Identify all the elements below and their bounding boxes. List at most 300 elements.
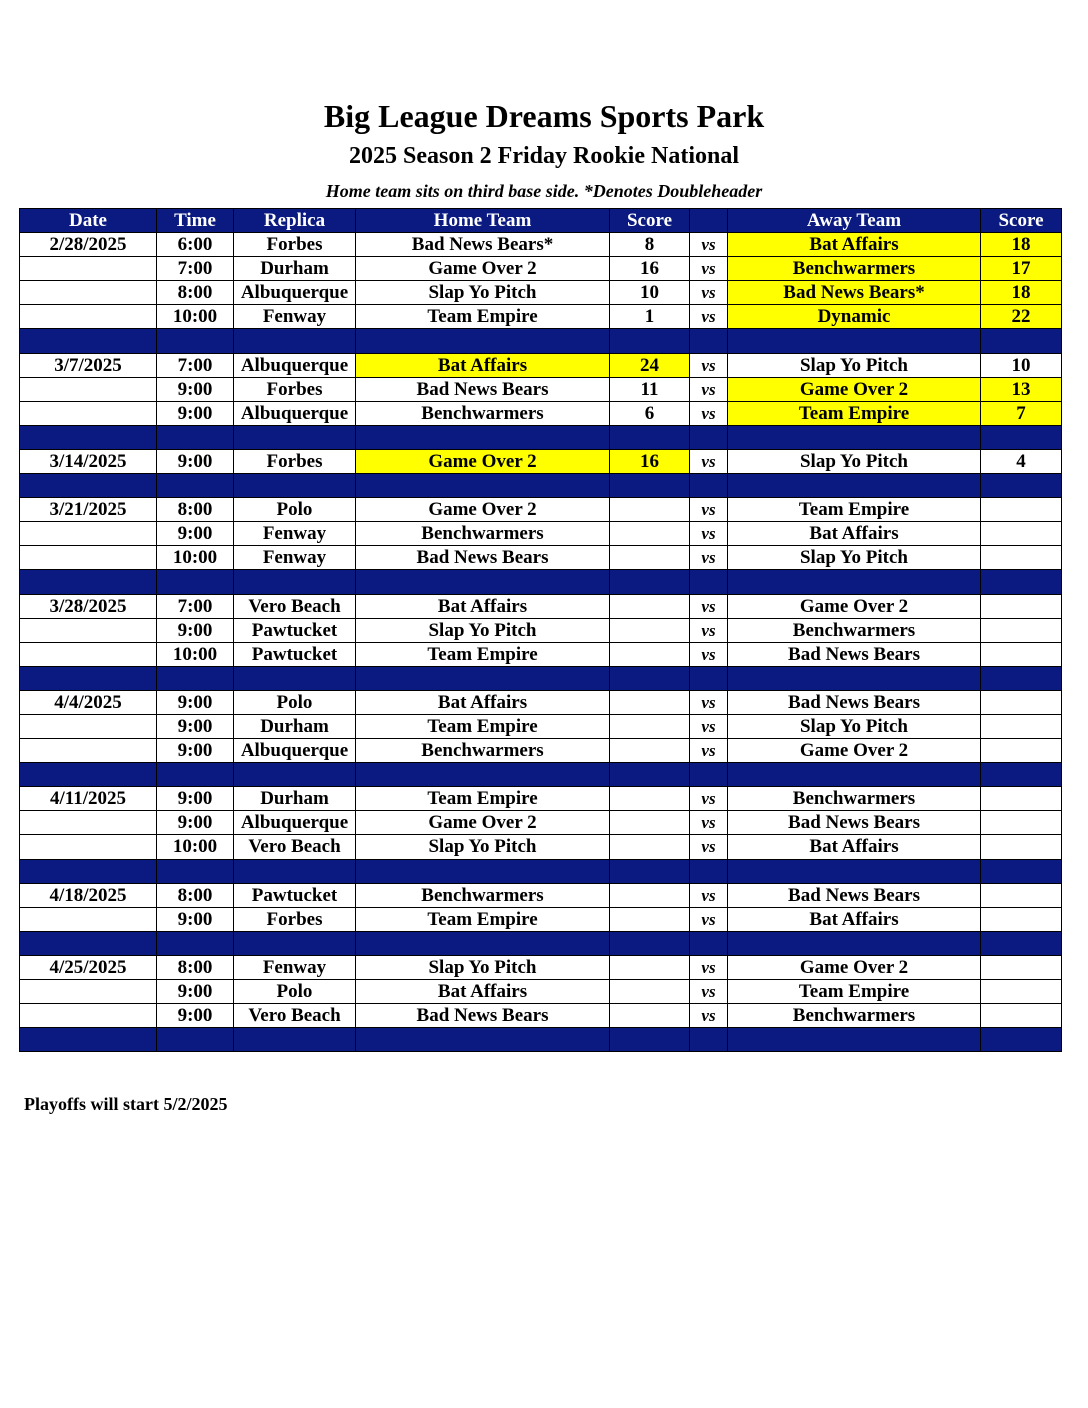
separator-cell [981,474,1062,498]
cell-away-score [981,690,1062,714]
table-row [20,401,1062,425]
cell-time: 9:00 [157,739,234,763]
cell-home-score: 24 [610,353,690,377]
separator-cell [157,666,234,690]
cell-replica: Albuquerque [234,401,356,425]
cell-date [20,522,157,546]
cell-away-score: 17 [981,257,1062,281]
cell-home-score [610,883,690,907]
cell-away-team: Bad News Bears [728,690,981,714]
table-row [20,690,1062,714]
cell-away-team: Benchwarmers [728,787,981,811]
cell-time: 9:00 [157,522,234,546]
separator-cell [728,763,981,787]
table-row [20,787,1062,811]
cell-time: 9:00 [157,690,234,714]
table-row [20,377,1062,401]
cell-away-team: Game Over 2 [728,739,981,763]
cell-away-score [981,1004,1062,1028]
separator-cell [234,931,356,955]
separator-cell [690,763,728,787]
separator-cell [690,570,728,594]
cell-away-team: Slap Yo Pitch [728,714,981,738]
separator-cell [234,1028,356,1052]
separator-cell [981,859,1062,883]
separator-cell [690,666,728,690]
separator-cell [690,931,728,955]
cell-home-score: 10 [610,281,690,305]
cell-home-score [610,835,690,859]
cell-vs: vs [690,353,728,377]
separator-cell [20,570,157,594]
cell-home-score [610,811,690,835]
cell-home-score [610,618,690,642]
cell-home-team: Bad News Bears [356,546,610,570]
cell-time: 10:00 [157,546,234,570]
separator-cell [20,1028,157,1052]
cell-date: 3/7/2025 [20,353,157,377]
separator-cell [981,570,1062,594]
cell-time: 9:00 [157,1004,234,1028]
cell-date [20,980,157,1004]
cell-date [20,642,157,666]
col-header-home-team: Home Team [356,209,610,233]
cell-away-team: Game Over 2 [728,594,981,618]
cell-away-score [981,522,1062,546]
cell-time: 9:00 [157,980,234,1004]
cell-vs: vs [690,498,728,522]
cell-away-team: Team Empire [728,980,981,1004]
cell-away-score: 22 [981,305,1062,329]
separator-row [20,329,1062,353]
cell-time: 9:00 [157,714,234,738]
cell-home-team: Bat Affairs [356,980,610,1004]
table-row [20,883,1062,907]
separator-cell [690,859,728,883]
cell-home-team: Bad News Bears [356,377,610,401]
cell-home-team: Benchwarmers [356,401,610,425]
cell-away-score [981,787,1062,811]
cell-away-team: Bat Affairs [728,522,981,546]
cell-away-team: Dynamic [728,305,981,329]
separator-row [20,570,1062,594]
table-row [20,618,1062,642]
separator-cell [157,474,234,498]
separator-cell [356,859,610,883]
cell-away-score [981,883,1062,907]
cell-time: 7:00 [157,594,234,618]
cell-home-score [610,522,690,546]
cell-away-score [981,642,1062,666]
cell-away-team: Slap Yo Pitch [728,353,981,377]
cell-vs: vs [690,594,728,618]
cell-vs: vs [690,642,728,666]
cell-vs: vs [690,401,728,425]
separator-cell [728,425,981,449]
cell-away-score: 18 [981,281,1062,305]
cell-home-score: 6 [610,401,690,425]
cell-time: 7:00 [157,353,234,377]
separator-cell [157,570,234,594]
cell-vs: vs [690,714,728,738]
cell-date [20,1004,157,1028]
separator-cell [234,570,356,594]
cell-time: 10:00 [157,642,234,666]
cell-away-score: 13 [981,377,1062,401]
separator-row [20,474,1062,498]
cell-home-team: Game Over 2 [356,257,610,281]
separator-cell [690,425,728,449]
cell-away-team: Bat Affairs [728,233,981,257]
playoffs-note: Playoffs will start 5/2/2025 [24,1094,228,1114]
cell-vs: vs [690,835,728,859]
separator-cell [157,763,234,787]
cell-date [20,835,157,859]
cell-home-team: Team Empire [356,642,610,666]
separator-cell [356,329,610,353]
separator-cell [728,666,981,690]
cell-vs: vs [690,305,728,329]
cell-vs: vs [690,883,728,907]
cell-away-team: Benchwarmers [728,257,981,281]
cell-vs: vs [690,377,728,401]
separator-row [20,931,1062,955]
cell-away-score [981,618,1062,642]
cell-date: 4/25/2025 [20,955,157,979]
cell-away-score: 10 [981,353,1062,377]
cell-replica: Albuquerque [234,739,356,763]
cell-vs: vs [690,907,728,931]
cell-away-team: Team Empire [728,401,981,425]
cell-date [20,739,157,763]
table-row [20,257,1062,281]
cell-home-score [610,690,690,714]
cell-time: 8:00 [157,498,234,522]
table-header-row [20,209,1062,233]
separator-cell [157,931,234,955]
cell-replica: Forbes [234,233,356,257]
cell-replica: Vero Beach [234,835,356,859]
separator-cell [610,1028,690,1052]
cell-home-team: Team Empire [356,714,610,738]
separator-cell [20,763,157,787]
separator-cell [356,763,610,787]
cell-away-score [981,739,1062,763]
cell-vs: vs [690,233,728,257]
cell-home-score [610,739,690,763]
cell-replica: Durham [234,714,356,738]
separator-cell [234,763,356,787]
cell-home-score [610,907,690,931]
cell-time: 8:00 [157,281,234,305]
page-title: Big League Dreams Sports Park [323,98,765,134]
cell-home-score: 8 [610,233,690,257]
cell-replica: Forbes [234,907,356,931]
cell-replica: Durham [234,257,356,281]
separator-cell [610,329,690,353]
cell-date [20,305,157,329]
cell-home-team: Bad News Bears [356,1004,610,1028]
cell-home-score [610,498,690,522]
cell-home-score [610,594,690,618]
cell-date [20,401,157,425]
table-row [20,955,1062,979]
cell-away-score: 7 [981,401,1062,425]
table-row [20,449,1062,473]
separator-cell [981,763,1062,787]
cell-replica: Fenway [234,522,356,546]
cell-date [20,546,157,570]
table-row [20,907,1062,931]
col-header-date: Date [20,209,157,233]
cell-replica: Fenway [234,305,356,329]
col-header-home-score: Score [610,209,690,233]
cell-away-team: Game Over 2 [728,955,981,979]
cell-date: 3/28/2025 [20,594,157,618]
separator-cell [610,666,690,690]
cell-home-score [610,1004,690,1028]
separator-cell [356,474,610,498]
cell-home-team: Slap Yo Pitch [356,618,610,642]
separator-cell [610,859,690,883]
cell-home-score [610,642,690,666]
separator-cell [610,570,690,594]
separator-cell [157,859,234,883]
cell-vs: vs [690,739,728,763]
separator-cell [20,666,157,690]
cell-date [20,257,157,281]
cell-vs: vs [690,1004,728,1028]
cell-time: 10:00 [157,305,234,329]
separator-cell [20,474,157,498]
cell-vs: vs [690,955,728,979]
separator-cell [610,474,690,498]
cell-away-team: Benchwarmers [728,1004,981,1028]
cell-home-team: Benchwarmers [356,883,610,907]
separator-cell [610,931,690,955]
separator-cell [981,1028,1062,1052]
separator-cell [981,329,1062,353]
separator-cell [234,666,356,690]
table-row [20,835,1062,859]
cell-replica: Forbes [234,377,356,401]
cell-replica: Vero Beach [234,1004,356,1028]
separator-cell [157,329,234,353]
cell-vs: vs [690,546,728,570]
cell-replica: Durham [234,787,356,811]
cell-away-score [981,980,1062,1004]
table-row [20,546,1062,570]
cell-time: 9:00 [157,907,234,931]
separator-row [20,666,1062,690]
separator-cell [356,425,610,449]
table-row [20,811,1062,835]
separator-row [20,763,1062,787]
separator-cell [234,329,356,353]
cell-time: 9:00 [157,377,234,401]
separator-cell [690,329,728,353]
cell-replica: Polo [234,980,356,1004]
cell-replica: Polo [234,690,356,714]
cell-replica: Pawtucket [234,642,356,666]
cell-home-score: 1 [610,305,690,329]
cell-date: 4/18/2025 [20,883,157,907]
cell-replica: Pawtucket [234,883,356,907]
cell-home-score [610,955,690,979]
separator-cell [234,474,356,498]
cell-vs: vs [690,690,728,714]
cell-away-score: 4 [981,449,1062,473]
separator-cell [728,329,981,353]
cell-replica: Pawtucket [234,618,356,642]
separator-cell [356,1028,610,1052]
cell-date [20,907,157,931]
cell-date: 3/14/2025 [20,449,157,473]
separator-row [20,425,1062,449]
cell-away-team: Team Empire [728,498,981,522]
cell-date [20,714,157,738]
cell-date: 4/11/2025 [20,787,157,811]
table-row [20,498,1062,522]
cell-date: 4/4/2025 [20,690,157,714]
table-row [20,739,1062,763]
cell-away-team: Bad News Bears [728,883,981,907]
cell-away-score [981,835,1062,859]
col-header-replica: Replica [234,209,356,233]
cell-home-team: Slap Yo Pitch [356,955,610,979]
separator-cell [728,1028,981,1052]
cell-home-score [610,980,690,1004]
cell-home-team: Team Empire [356,907,610,931]
cell-time: 7:00 [157,257,234,281]
cell-date: 3/21/2025 [20,498,157,522]
cell-replica: Albuquerque [234,811,356,835]
table-row [20,305,1062,329]
separator-cell [610,425,690,449]
cell-time: 9:00 [157,787,234,811]
cell-home-team: Game Over 2 [356,811,610,835]
cell-date [20,811,157,835]
col-header-away-team: Away Team [728,209,981,233]
col-header-time: Time [157,209,234,233]
cell-home-team: Team Empire [356,787,610,811]
separator-cell [356,570,610,594]
cell-home-team: Benchwarmers [356,522,610,546]
cell-home-team: Game Over 2 [356,498,610,522]
table-row [20,281,1062,305]
separator-cell [234,859,356,883]
cell-date: 2/28/2025 [20,233,157,257]
cell-home-score: 16 [610,257,690,281]
cell-vs: vs [690,618,728,642]
cell-away-score [981,811,1062,835]
cell-time: 9:00 [157,811,234,835]
cell-away-team: Game Over 2 [728,377,981,401]
table-row [20,353,1062,377]
cell-home-score: 16 [610,449,690,473]
separator-cell [20,329,157,353]
cell-home-score [610,714,690,738]
table-row [20,1004,1062,1028]
cell-away-score: 18 [981,233,1062,257]
cell-replica: Forbes [234,449,356,473]
separator-row [20,1028,1062,1052]
cell-time: 6:00 [157,233,234,257]
cell-home-team: Team Empire [356,305,610,329]
schedule-table [19,208,1062,1052]
cell-vs: vs [690,281,728,305]
schedule-note: Home team sits on third base side. *Denotes Doubleheader [325,181,763,201]
cell-away-score [981,907,1062,931]
cell-home-team: Bat Affairs [356,353,610,377]
cell-replica: Polo [234,498,356,522]
cell-away-score [981,546,1062,570]
separator-cell [20,425,157,449]
separator-cell [690,1028,728,1052]
table-row [20,714,1062,738]
separator-row [20,859,1062,883]
cell-away-team: Bat Affairs [728,835,981,859]
cell-replica: Fenway [234,546,356,570]
cell-away-score [981,955,1062,979]
table-row [20,594,1062,618]
cell-home-team: Bat Affairs [356,690,610,714]
separator-cell [157,425,234,449]
cell-away-team: Bad News Bears [728,811,981,835]
cell-home-score [610,546,690,570]
cell-time: 9:00 [157,449,234,473]
cell-home-team: Slap Yo Pitch [356,835,610,859]
cell-vs: vs [690,811,728,835]
separator-cell [157,1028,234,1052]
cell-away-score [981,714,1062,738]
cell-home-team: Game Over 2 [356,449,610,473]
cell-home-team: Benchwarmers [356,739,610,763]
separator-cell [728,570,981,594]
col-header-away-score: Score [981,209,1062,233]
separator-cell [356,931,610,955]
table-row [20,522,1062,546]
cell-time: 9:00 [157,401,234,425]
cell-time: 10:00 [157,835,234,859]
separator-cell [728,474,981,498]
separator-cell [610,763,690,787]
cell-vs: vs [690,787,728,811]
separator-cell [234,425,356,449]
cell-date [20,618,157,642]
cell-date [20,281,157,305]
cell-vs: vs [690,449,728,473]
cell-time: 8:00 [157,955,234,979]
table-row [20,233,1062,257]
cell-replica: Vero Beach [234,594,356,618]
cell-away-team: Bad News Bears* [728,281,981,305]
cell-replica: Fenway [234,955,356,979]
separator-cell [20,859,157,883]
separator-cell [728,931,981,955]
cell-vs: vs [690,522,728,546]
cell-away-team: Bat Affairs [728,907,981,931]
table-row [20,980,1062,1004]
separator-cell [20,931,157,955]
table-row [20,642,1062,666]
cell-away-team: Bad News Bears [728,642,981,666]
cell-away-team: Slap Yo Pitch [728,546,981,570]
col-header-vs [690,209,728,233]
cell-vs: vs [690,257,728,281]
cell-vs: vs [690,980,728,1004]
cell-time: 8:00 [157,883,234,907]
